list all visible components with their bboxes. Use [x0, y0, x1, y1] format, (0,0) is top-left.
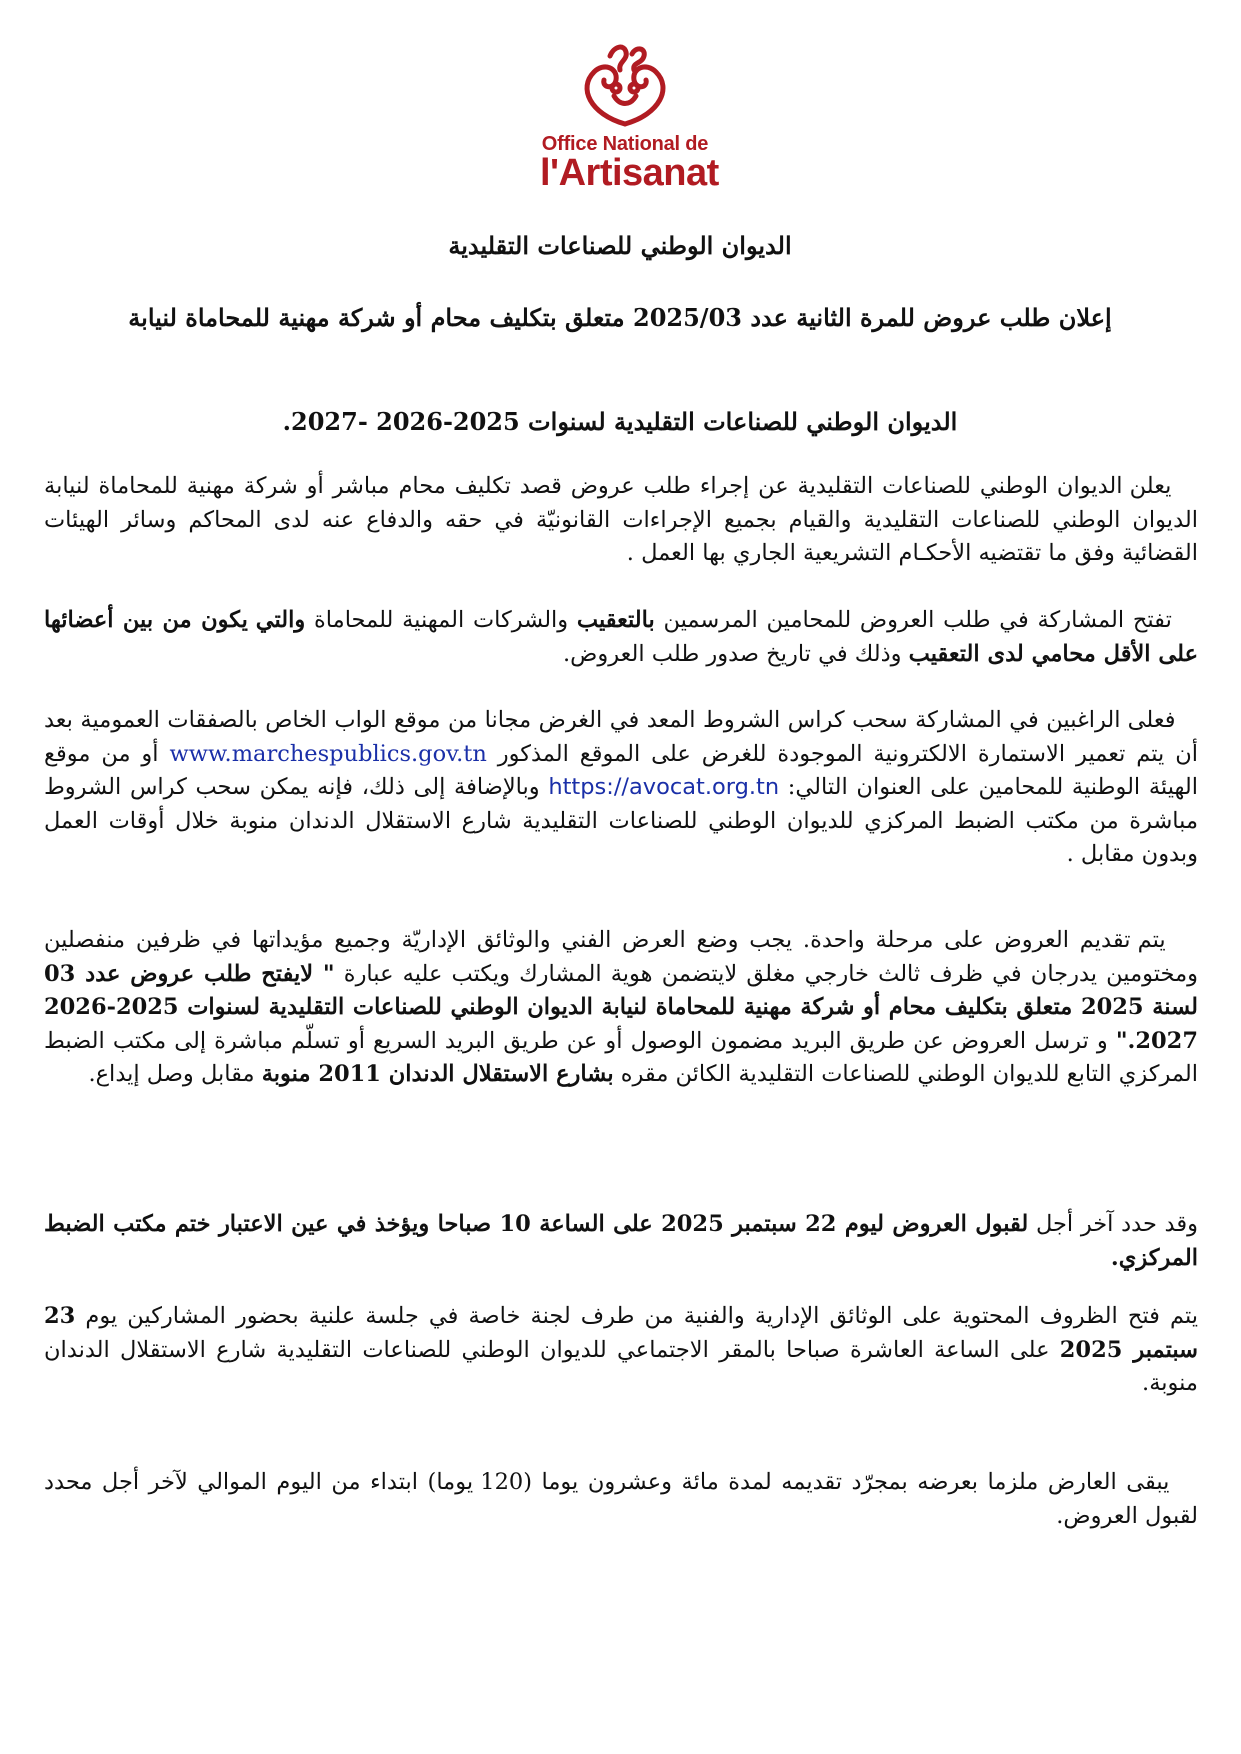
notice-title: إعلان طلب عروض للمرة الثانية عدد 2025/03 متعلق بتكليف محام أو شركة مهنية للمحاماة لنيابة	[128, 303, 1112, 332]
paragraph-text: يعلن الديوان الوطني للصناعات التقليدية عن إجراء طلب عروض قصد تكليف محام مباشر أو شركة مهنية للمحاماة لنيابة الديوان الوطني للصناعات التقليدية والقيام بجميع الإجراءات القانونيّة في حقه والدفاع عنه لدى المحاكم وسائر الهيئات القضائية وفق ما تقتضيه الأحكـام التشريعية الجاري بها العمل .	[44, 473, 1198, 566]
paragraph-text: يبقى العارض ملزما بعرضه بمجرّد تقديمه لمدة مائة وعشرون يوما (120 يوما) ابتداء من اليوم الموالي لآخر أجل محدد لقبول العروض.	[44, 1469, 1198, 1529]
paragraph-text: على الساعة العاشرة صباحا بالمقر الاجتماعي للديوان الوطني للصناعات التقليدية شارع الاستقلال الدندان منوبة.	[44, 1336, 1198, 1396]
bold-text: والتي يكون من بين أعضائها على الأقل محامي لدى التعقيب	[44, 607, 1198, 667]
marchespublics-link[interactable]: www.marchespublics.gov.tn	[169, 740, 487, 767]
logo-wordmark	[540, 133, 719, 194]
paragraph-withdrawal	[44, 704, 1198, 872]
paragraph-text: فعلى الراغبين في المشاركة سحب كراس الشروط المعد في الغرض مجانا من موقع الواب الخاص بالصفقات العمومية بعد أن يتم تعمير الاستمارة الالكترونية الموجودة للغرض على الموقع المذكور	[44, 707, 1198, 767]
bold-text: " لايفتح طلب عروض عدد 03 لسنة 2025 متعلق بتكليف محام أو شركة مهنية للمحاماة لنيابة الديوان الوطني للصناعات التقليدية لسنوات 2025-2026 2027."	[44, 960, 1198, 1054]
org-title: الديوان الوطني للصناعات التقليدية	[448, 231, 792, 260]
paragraph-text: وذلك في تاريخ صدور طلب العروض.	[563, 640, 909, 667]
paragraph-submission	[44, 924, 1198, 1092]
avocat-link[interactable]: https://avocat.org.tn	[548, 774, 780, 800]
bold-text: 23 سبتمبر 2025	[44, 1303, 1198, 1363]
paragraph-text: أو من موقع الهيئة الوطنية للمحامين على العنوان التالي:	[44, 740, 1198, 800]
paragraph-validity	[44, 1466, 1198, 1533]
logo-line-office: Office National de	[541, 133, 709, 155]
paragraph-text: مقابل وصل إيداع.	[88, 1061, 262, 1087]
office-logo	[540, 36, 719, 206]
paragraph-eligibility	[44, 604, 1198, 671]
paragraph-text: يتم تقديم العروض على مرحلة واحدة. يجب وضع العرض الفني والوثائق الإداريّة وجميع مؤيداتها في ظرفين منفصلين ومختومين يدرجان في ظرف ثالث خارجي مغلق لايتضمن هوية المشارك ويكتب عليه عبارة	[44, 927, 1198, 987]
paragraph-announcement	[44, 470, 1198, 571]
bold-text: بشارع الاستقلال الدندان 2011 منوبة	[261, 1061, 614, 1087]
bold-text: بالتعقيب	[576, 607, 655, 633]
artisanat-emblem-icon	[570, 36, 680, 132]
logo-line-artisanat: l'Artisanat	[540, 152, 719, 194]
paragraph-text: وقد حدد آخر أجل	[1028, 1211, 1198, 1237]
paragraph-text: يتم فتح الظروف المحتوية على الوثائق الإدارية والفنية من طرف لجنة خاصة في جلسة علنية بحضور المشاركين يوم	[75, 1303, 1198, 1329]
bold-text: لقبول العروض ليوم 22 سبتمبر 2025 على الساعة 10 صباحا ويؤخذ في عين الاعتبار ختم مكتب الضبط المركزي.	[44, 1211, 1198, 1271]
paragraph-text: والشركات المهنية للمحاماة	[305, 607, 577, 633]
paragraph-text: تفتح المشاركة في طلب العروض للمحامين المرسمين	[654, 607, 1172, 633]
years-title: الديوان الوطني للصناعات التقليدية لسنوات 2025-2026 -2027.	[282, 407, 958, 436]
paragraph-opening	[44, 1300, 1198, 1401]
paragraph-text: و ترسل العروض عن طريق البريد مضمون الوصول أو عن طريق البريد السريع أو تسلّم مباشرة إلى مكتب الضبط المركزي التابع للديوان الوطني للصناعات التقليدية الكائن مقره	[44, 1027, 1198, 1087]
paragraph-deadline	[44, 1208, 1198, 1275]
paragraph-text: وبالإضافة إلى ذلك، فإنه يمكن سحب كراس الشروط مباشرة من مكتب الضبط المركزي للديوان الوطني للصناعات التقليدية شارع الاستقلال الدندان منوبة خلال أوقات العمل وبدون مقابل .	[44, 774, 1198, 867]
